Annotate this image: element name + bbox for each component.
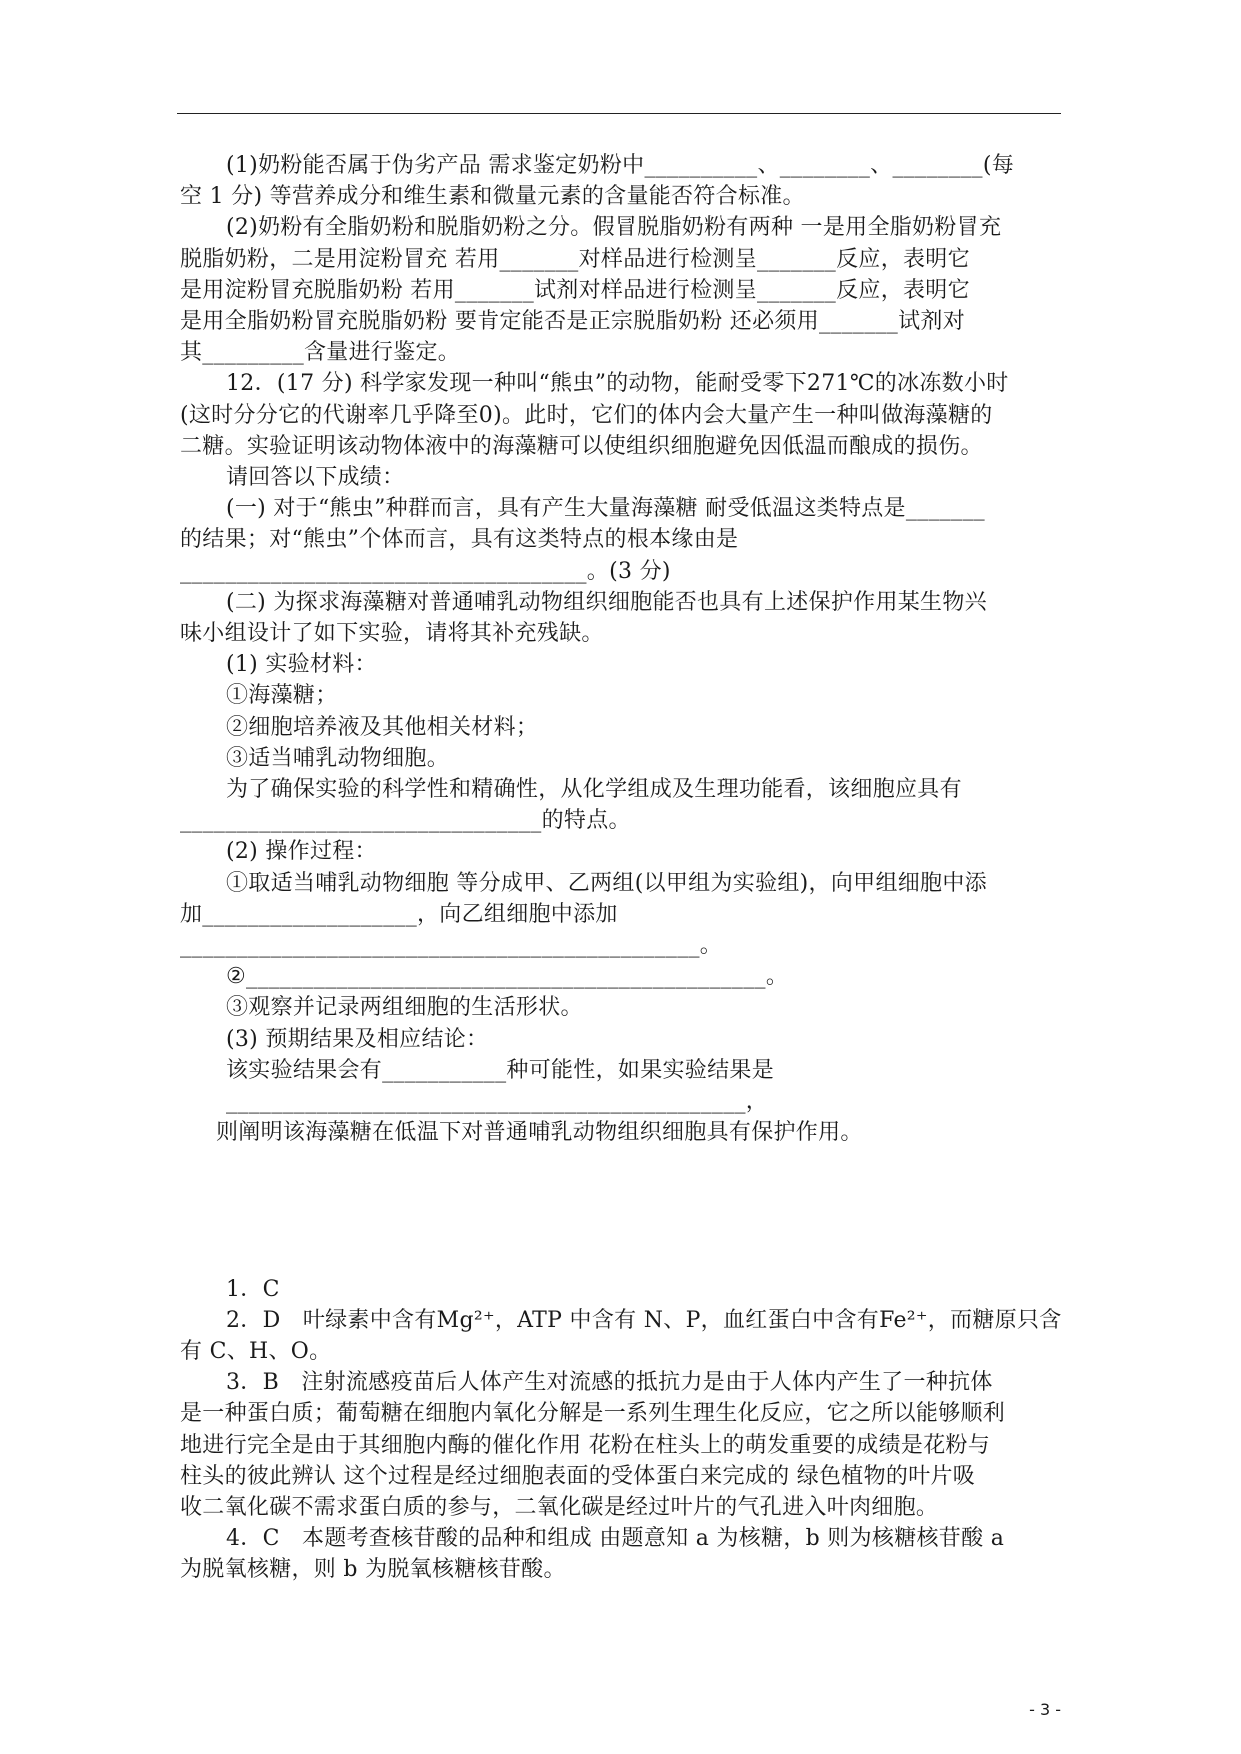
answer-line: 收二氧化碳不需求蛋白质的参与，二氧化碳是经过叶片的气孔进入叶肉细胞。: [180, 1494, 939, 1520]
question-line: ③观察并记录两组细胞的生活形状。: [226, 995, 583, 1021]
answer-line: 1．C: [226, 1276, 280, 1302]
question-line: ________________________________的特点。: [180, 808, 631, 834]
question-line: ②______________________________________________。: [226, 964, 789, 990]
answer-line: 3．B 注射流感疫苗后人体产生对流感的抵抗力是由于人体内产生了一种抗体: [226, 1370, 993, 1396]
question-line: (二) 为探求海藻糖对普通哺乳动物组织细胞能否也具有上述保护作用某生物兴: [226, 589, 987, 615]
question-line: ____________________________________。(3 分): [180, 558, 671, 584]
answer-line: 有 C、H、O。: [180, 1338, 332, 1364]
question-line: 则阐明该海藻糖在低温下对普通哺乳动物组织细胞具有保护作用。: [216, 1120, 863, 1146]
question-line: (一) 对于“熊虫”种群而言，具有产生大量海藻糖 耐受低温这类特点是_______: [226, 496, 985, 522]
document-body: [180, 150, 1072, 1586]
answer-line: 为脱氧核糖，则 b 为脱氧核糖核苷酸。: [180, 1557, 566, 1583]
question-line: ______________________________________________。: [180, 933, 723, 959]
question-line: (2) 操作过程：: [226, 839, 377, 865]
question-line: 12．(17 分) 科学家发现一种叫“熊虫”的动物，能耐受零下271℃的冰冻数小时: [226, 371, 1009, 397]
section-gap: [180, 1149, 1072, 1274]
question-line: (2)奶粉有全脂奶粉和脱脂奶粉之分。假冒脱脂奶粉有两种 一是用全脂奶粉冒充: [226, 215, 1002, 241]
question-line: (这时分分它的代谢率几乎降至0)。此时，它们的体内会大量产生一种叫做海藻糖的: [180, 402, 993, 428]
question-line: 的结果；对“熊虫”个体而言，具有这类特点的根本缘由是: [180, 527, 739, 553]
question-line: (1)奶粉能否属于伪劣产品 需求鉴定奶粉中__________、________、________(每: [226, 153, 1015, 178]
question-line: 该实验结果会有___________种可能性，如果实验结果是: [226, 1057, 775, 1083]
question-line: 空 1 分) 等营养成分和维生素和微量元素的含量能否符合标准。: [180, 184, 805, 210]
answer-line: 4．C 本题考查核苷酸的品种和组成 由题意知 a 为核糖，b 则为核糖核苷酸 a: [226, 1526, 1005, 1552]
page-number: - 3 -: [1029, 1700, 1061, 1719]
question-line: 为了确保实验的科学性和精确性，从化学组成及生理功能看，该细胞应具有: [226, 777, 962, 803]
question-line: ②细胞培养液及其他相关材料；: [226, 714, 539, 740]
question-line: 味小组设计了如下实验，请将其补充残缺。: [180, 621, 604, 647]
answer-line: 是一种蛋白质；葡萄糖在细胞内氧化分解是一系列生理生化反应，它之所以能够顺利: [180, 1401, 1006, 1427]
header-rule: [177, 113, 1061, 114]
question-line: 是用淀粉冒充脱脂奶粉 若用_______试剂对样品进行检测呈_______反应，表明它: [180, 277, 970, 303]
answer-line: 2．D 叶绿素中含有Mg²⁺，ATP 中含有 N、P，血红蛋白中含有Fe²⁺，而糖原只含: [226, 1307, 1062, 1333]
question-line: ③适当哺乳动物细胞。: [226, 745, 450, 771]
question-line: 其_________含量进行鉴定。: [180, 340, 461, 366]
question-line: 二糖。实验证明该动物体液中的海藻糖可以使组织细胞避免因低温而酿成的损伤。: [180, 433, 983, 459]
question-line: 加___________________，向乙组细胞中添加: [180, 901, 618, 927]
question-line: 请回答以下成绩：: [226, 465, 405, 491]
question-line: (3) 预期结果及相应结论：: [226, 1026, 489, 1052]
question-line: 是用全脂奶粉冒充脱脂奶粉 要肯定能否是正宗脱脂奶粉 还必须用_______试剂对: [180, 309, 965, 335]
question-line: ______________________________________________，: [226, 1089, 769, 1115]
question-line: ①海藻糖；: [226, 683, 338, 709]
answer-line: 地进行完全是由于其细胞内酶的催化作用 花粉在柱头上的萌发重要的成绩是花粉与: [180, 1432, 991, 1458]
answer-line: 柱头的彼此辨认 这个过程是经过细胞表面的受体蛋白来完成的 绿色植物的叶片吸: [180, 1463, 976, 1489]
question-line: 脱脂奶粉，二是用淀粉冒充 若用_______对样品进行检测呈_______反应，表明它: [180, 246, 970, 272]
question-line: ①取适当哺乳动物细胞 等分成甲、乙两组(以甲组为实验组)，向甲组细胞中添: [226, 870, 987, 896]
question-line: (1) 实验材料：: [226, 652, 377, 678]
